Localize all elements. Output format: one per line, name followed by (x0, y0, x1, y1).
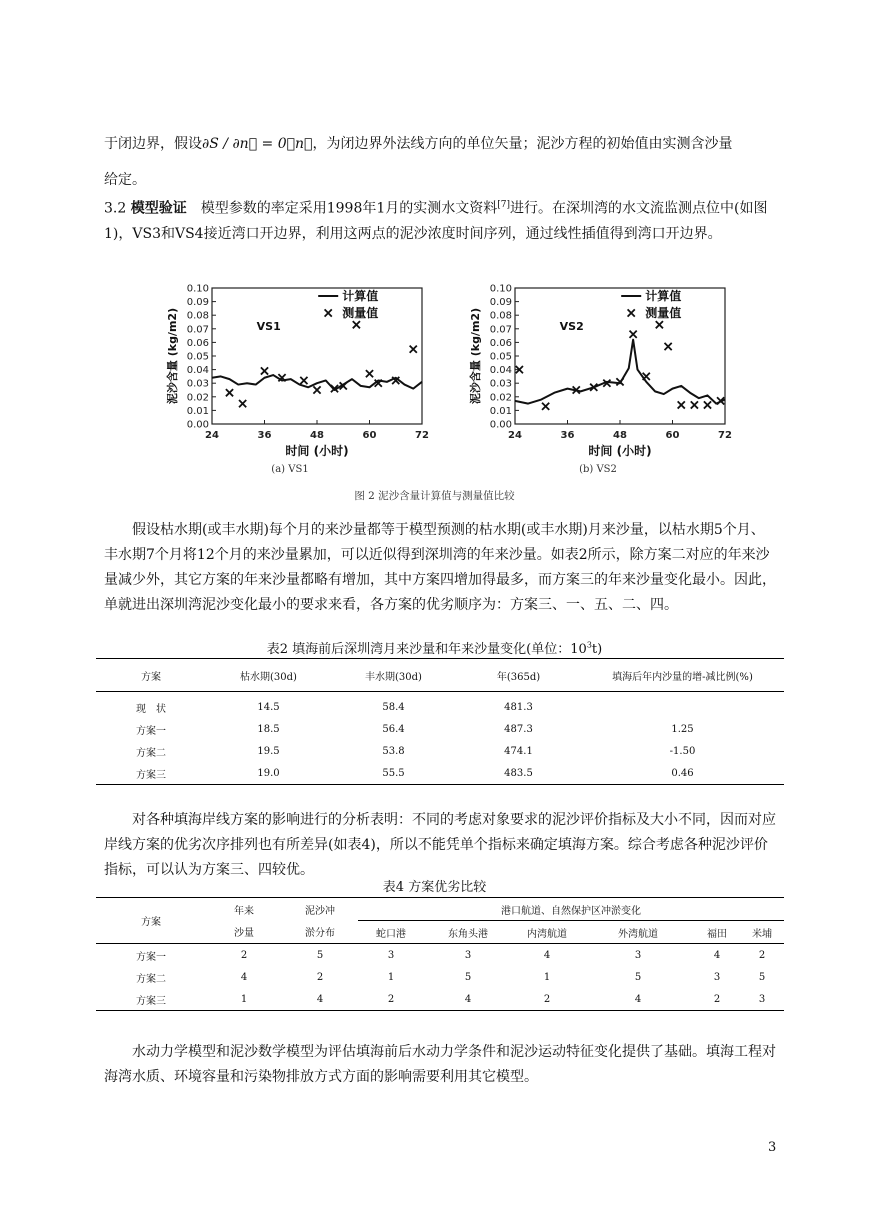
table-header: 方案 (96, 898, 206, 944)
table-cell: 18.5 (257, 723, 280, 735)
table-row (96, 718, 784, 740)
table-header: 年(365d) (456, 659, 581, 692)
table-cell: 3 (758, 993, 766, 1005)
y-tick-label: 0.01 (186, 405, 209, 417)
chart-vs1 (160, 280, 440, 460)
table-row (96, 988, 784, 1011)
table-header: 蛇口港 (358, 921, 424, 944)
figure-caption: 图 2 泥沙含量计算值与测量值比较 (354, 490, 515, 502)
table4 (96, 897, 784, 1011)
y-tick-label: 0.09 (186, 297, 209, 309)
table-cell: 55.5 (382, 767, 405, 779)
table-header-row (96, 659, 784, 692)
paragraph-analysis: 对各种填海岸线方案的影响进行的分析表明：不同的考虑对象要求的泥沙评价指标及大小不同，因而对应岸线方案的优劣次序排列也有所差异(如表4)，所以不能凭单个指标来确定填海方案。综合考虑各种泥沙评价指标，可以认为方案三、四较优。 (104, 812, 776, 878)
table-cell: 2 (387, 993, 395, 1005)
page-number: 3 (768, 1140, 777, 1155)
section-title: 模型验证 (130, 200, 187, 217)
table-cell: 3 (387, 949, 395, 961)
y-tick-label: 0.10 (186, 283, 209, 295)
table-cell: 3 (713, 971, 721, 983)
table-header: 东角头港 (424, 921, 512, 944)
y-tick-label: 0.04 (186, 365, 209, 377)
table-cell: 方案一 (136, 951, 166, 963)
table-header: 填海后年内沙量的增-减比例(%) (581, 659, 784, 692)
x-tick-label: 72 (415, 430, 429, 441)
chart-vs2 (463, 280, 743, 460)
table-cell: 19.5 (257, 745, 280, 757)
legend-label: 测量值 (645, 306, 682, 320)
y-axis-label: 泥沙含量 (kg/m2) (166, 307, 179, 405)
section-number: 3.2 (104, 200, 131, 217)
table-header: 淤分布 (282, 921, 358, 944)
para1-text-b: ，为闭边界外法线方向的单位矢量；泥沙方程的初始值由实测含沙量 (312, 136, 733, 152)
table-row (96, 966, 784, 988)
paragraph-boundary-cont: 给定。 (104, 172, 146, 188)
x-axis-label: 时间 (小时) (588, 444, 652, 458)
y-tick-label: 0.04 (489, 365, 512, 377)
x-tick-label: 60 (665, 430, 680, 441)
table-header-row (96, 898, 784, 921)
y-tick-label: 0.07 (186, 324, 209, 336)
legend-label: 测量值 (342, 306, 379, 320)
table-cell: 5 (316, 949, 324, 961)
table-cell: 56.4 (382, 723, 405, 735)
table-cell: 方案二 (136, 973, 166, 985)
y-tick-label: 0.06 (489, 337, 512, 349)
table-cell: 1.25 (671, 723, 694, 735)
paragraph-conclusion: 水动力学模型和泥沙数学模型为评估填海前后水动力学条件和泥沙运动特征变化提供了基础。填海工程对海湾水质、环境容量和污染物排放方式方面的影响需要利用其它模型。 (104, 1044, 776, 1085)
table-header: 米埔 (740, 921, 784, 944)
y-tick-label: 0.05 (186, 351, 209, 363)
table-cell: 58.4 (382, 701, 405, 713)
y-tick-label: 0.00 (186, 419, 209, 431)
table-cell: 1 (387, 971, 395, 983)
table-cell: 481.3 (504, 701, 533, 713)
table-cell: 474.1 (504, 745, 533, 757)
x-tick-label: 48 (310, 430, 324, 441)
table-header: 年来 (234, 905, 254, 917)
y-tick-label: 0.01 (489, 405, 512, 417)
table-cell: 2 (543, 993, 551, 1005)
table2 (96, 658, 784, 785)
section-text-2: 进行。在深圳湾的水文流监测点位中(如图1)，VS3和VS4接近湾口开边界，利用这两点的泥沙浓度时间序列，通过线性插值得到湾口开边界。 (104, 200, 768, 242)
table-cell: 2 (240, 949, 248, 961)
x-tick-label: 36 (560, 430, 575, 441)
table-row (96, 762, 784, 785)
table-cell: 2 (758, 949, 766, 961)
subcaption-a: (a) VS1 (271, 464, 309, 475)
y-tick-label: 0.05 (489, 351, 512, 363)
para1-text-a: 于闭边界，假设 (104, 136, 202, 152)
table-cell: 4 (634, 993, 642, 1005)
table-cell: 2 (713, 993, 721, 1005)
table-cell: 3 (464, 949, 472, 961)
subcaption-b: (b) VS2 (579, 464, 617, 475)
table2-caption-text: 表2 填海前后深圳湾月来沙量和年来沙量变化(单位：10 (266, 642, 587, 657)
table-cell (581, 692, 784, 719)
table-cell: 53.8 (382, 745, 405, 757)
table-header: 方案 (96, 659, 206, 692)
table-cell: 方案二 (136, 747, 166, 759)
table-cell: 5 (634, 971, 642, 983)
y-tick-label: 0.06 (186, 337, 209, 349)
legend-label: 计算值 (645, 289, 682, 303)
x-tick-label: 48 (613, 430, 627, 441)
table-header: 外湾航道 (582, 921, 694, 944)
y-tick-label: 0.03 (489, 378, 512, 390)
table-cell: 现 状 (136, 703, 166, 715)
table-header: 丰水期(30d) (331, 659, 456, 692)
table-cell: 5 (758, 971, 766, 983)
table-cell: 5 (464, 971, 472, 983)
y-tick-label: 0.09 (489, 297, 512, 309)
y-tick-label: 0.02 (489, 392, 512, 404)
x-tick-label: 72 (718, 430, 732, 441)
reference-mark: [7] (497, 200, 511, 210)
table-cell: -1.50 (669, 745, 696, 757)
table-cell: 19.0 (257, 767, 280, 779)
table-header: 内湾航道 (512, 921, 582, 944)
table2-caption (0, 638, 869, 657)
y-tick-label: 0.08 (186, 310, 209, 322)
y-tick-label: 0.07 (489, 324, 512, 336)
table-cell: 1 (240, 993, 248, 1005)
y-tick-label: 0.03 (186, 378, 209, 390)
y-tick-label: 0.10 (489, 283, 512, 295)
table2-caption-sup: 3 (586, 640, 592, 650)
table-cell: 4 (240, 971, 248, 983)
y-tick-label: 0.00 (489, 419, 512, 431)
x-tick-label: 24 (205, 430, 219, 441)
table-cell: 483.5 (504, 767, 533, 779)
paragraph-boundary (104, 132, 776, 157)
x-tick-label: 60 (362, 430, 377, 441)
table-cell: 4 (543, 949, 551, 961)
table-cell: 4 (464, 993, 472, 1005)
table-cell: 3 (634, 949, 642, 961)
table-cell: 2 (316, 971, 324, 983)
table-cell: 0.46 (671, 767, 694, 779)
table-cell: 1 (543, 971, 551, 983)
table4-caption: 表4 方案优劣比较 (382, 880, 487, 895)
table-row (96, 740, 784, 762)
paragraph-annual-sediment: 假设枯水期(或丰水期)每个月的来沙量都等于模型预测的枯水期(或丰水期)月来沙量，以枯水期5个月、丰水期7个月将12个月的来沙量累加，可以近似得到深圳湾的年来沙量。如表2所示，除方案二对应的年来沙量减少外，其它方案的年来沙量都略有增加，其中方案四增加得最多，而方案三的年来沙量变化最小。因此，单就进出深圳湾泥沙变化最小的要求来看，各方案的优劣顺序为：方案三、一、五、二、四。 (104, 522, 776, 613)
table-cell: 487.3 (504, 723, 533, 735)
panel-label: VS1 (256, 320, 281, 334)
section-text: 模型参数的率定采用1998年1月的实测水文资料 (186, 200, 498, 217)
y-tick-label: 0.08 (489, 310, 512, 322)
table-cell: 4 (713, 949, 721, 961)
section-3-2 (104, 193, 776, 247)
table-cell: 方案三 (136, 769, 166, 781)
x-axis-label: 时间 (小时) (285, 444, 349, 458)
formula: ∂S / ∂n⃗ = 0，n⃗ (202, 136, 313, 152)
table-row (96, 692, 784, 719)
y-tick-label: 0.02 (186, 392, 209, 404)
x-tick-label: 24 (508, 430, 522, 441)
table-row (96, 944, 784, 967)
table-cell: 方案一 (136, 725, 166, 737)
x-tick-label: 36 (257, 430, 272, 441)
table-header: 福田 (694, 921, 740, 944)
table-cell: 14.5 (257, 701, 280, 713)
y-axis-label: 泥沙含量 (kg/m2) (469, 307, 482, 405)
table-header: 泥沙冲 (305, 905, 335, 917)
legend-label: 计算值 (342, 289, 379, 303)
table-cell: 方案三 (136, 995, 166, 1007)
table-header: 沙量 (206, 921, 282, 944)
panel-label: VS2 (559, 320, 584, 334)
table2-caption-end: t) (591, 642, 603, 657)
table-header: 港口航道、自然保护区冲淤变化 (358, 898, 784, 921)
table-header: 枯水期(30d) (206, 659, 331, 692)
table-cell: 4 (316, 993, 324, 1005)
